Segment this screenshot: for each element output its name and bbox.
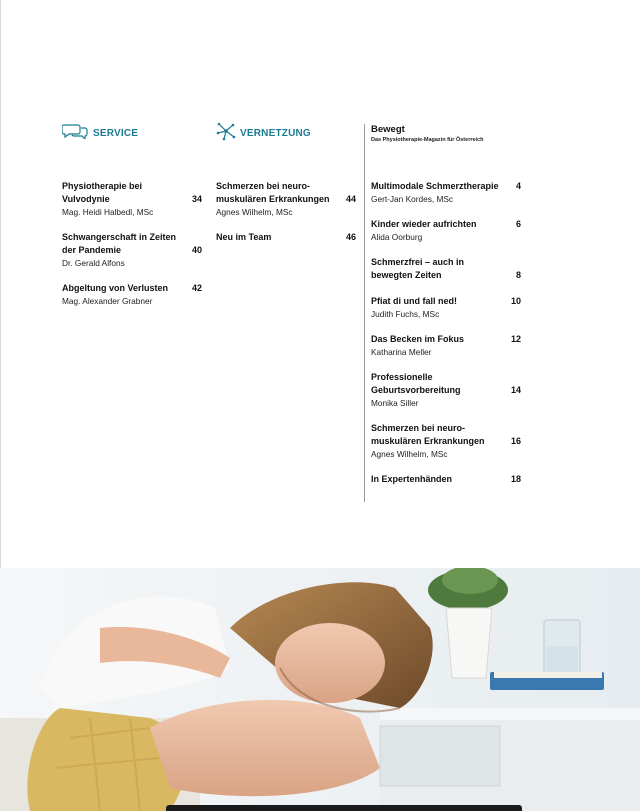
vernetzung-entry-list	[216, 180, 356, 257]
toc-entry-title: Schmerzfrei – auch in bewegten Zeiten	[371, 257, 465, 280]
toc-entry-page: 34	[191, 194, 202, 204]
toc-entry-author: Gert-Jan Kordes, MSc	[371, 194, 454, 204]
service-entry-list	[62, 180, 202, 320]
service-column	[62, 124, 202, 306]
vernetzung-title: VERNETZUNG	[240, 127, 311, 139]
toc-entry-page: 44	[345, 194, 356, 204]
toc-entry[interactable]	[371, 371, 521, 409]
page-edge	[0, 0, 1, 568]
toc-entry[interactable]	[371, 218, 521, 243]
toc-entry-page: 16	[510, 436, 521, 446]
toc-entry-title: Neu im Team	[216, 232, 272, 242]
toc-entry-page: 18	[510, 474, 521, 484]
toc-entry[interactable]	[371, 473, 521, 486]
toc-entry-author: Mag. Heidi Halbedl, MSc	[62, 207, 154, 217]
toc-entry-title: Schwangerschaft in Zeiten der Pandemie	[62, 232, 177, 255]
toc-entry[interactable]	[62, 231, 202, 269]
toc-entry-title: Abgeltung von Verlusten	[62, 283, 169, 293]
speech-bubbles-icon	[62, 123, 89, 144]
toc-entry[interactable]	[62, 180, 202, 218]
bewegt-entry-list	[371, 180, 521, 499]
toc-entry-page: 10	[510, 296, 521, 306]
cover-photo	[0, 568, 640, 811]
toc-entry[interactable]	[216, 180, 356, 218]
toc-entry[interactable]	[371, 333, 521, 358]
toc-entry[interactable]	[371, 295, 521, 320]
bottom-bar	[166, 805, 522, 811]
vernetzung-column	[216, 124, 356, 242]
magazine-title: Bewegt	[371, 124, 405, 135]
toc-entry-page: 6	[515, 219, 521, 229]
toc-entry-page: 14	[510, 385, 521, 395]
toc-entry-title: Professionelle Geburtsvorbereitung	[371, 372, 461, 395]
toc-entry-author: Monika Siller	[371, 398, 419, 408]
toc-entry-title: Kinder wieder aufrichten	[371, 219, 477, 229]
toc-entry-author: Agnes Wilhelm, MSc	[371, 449, 448, 459]
toc-entry-title: Schmerzen bei neuro-muskulären Erkrankungen	[216, 181, 330, 204]
toc-entry-author: Katharina Meller	[371, 347, 432, 357]
toc-entry-title: Das Becken im Fokus	[371, 334, 465, 344]
toc-entry[interactable]	[216, 231, 356, 244]
toc-entry-author: Mag. Alexander Grabner	[62, 296, 153, 306]
toc-entry-author: Judith Fuchs, MSc	[371, 309, 440, 319]
service-header	[62, 124, 202, 142]
service-title: SERVICE	[93, 127, 139, 139]
toc-entry-page: 4	[515, 181, 521, 191]
toc-entry-author: Alida Oorburg	[371, 232, 423, 242]
toc-entry-title: Multimodale Schmerztherapie	[371, 181, 499, 191]
toc-entry-title: In Expertenhänden	[371, 474, 453, 484]
toc-entry-title: Pfiat di und fall ned!	[371, 296, 457, 306]
toc-entry[interactable]	[62, 282, 202, 307]
toc-entry[interactable]	[371, 180, 521, 205]
toc-entry-author: Dr. Gerald Alfons	[62, 258, 125, 268]
toc-entry-page: 42	[191, 283, 202, 293]
bewegt-column	[364, 124, 521, 502]
toc-entry-page: 40	[191, 245, 202, 255]
toc-entry[interactable]	[371, 256, 521, 282]
toc-entry-page: 46	[345, 232, 356, 242]
network-icon	[216, 121, 236, 146]
toc-entry-author: Agnes Wilhelm, MSc	[216, 207, 293, 217]
toc-entry-page: 8	[515, 270, 521, 280]
toc-entry-page: 12	[510, 334, 521, 344]
toc-entry-title: Physiotherapie bei Vulvodynie	[62, 181, 143, 204]
vernetzung-header	[216, 124, 356, 142]
toc-entry[interactable]	[371, 422, 521, 460]
magazine-subtitle: Das Physiotherapie-Magazin für Österreich	[371, 137, 484, 143]
toc-entry-title: Schmerzen bei neuro-muskulären Erkrankungen	[371, 423, 485, 446]
